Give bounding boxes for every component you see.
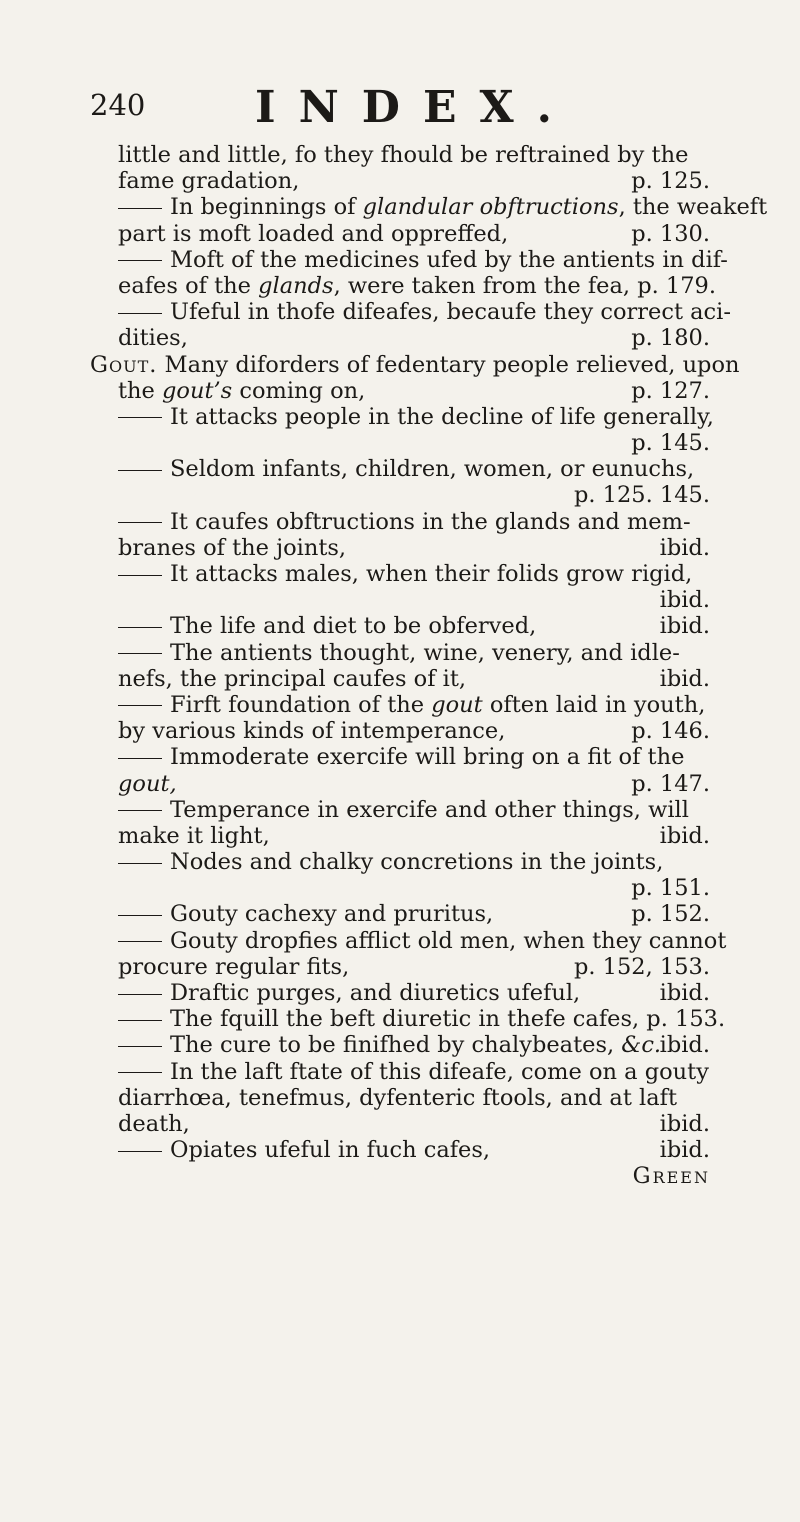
ditto-dash (118, 810, 162, 811)
index-line (96, 1032, 710, 1058)
index-line (96, 587, 710, 613)
index-line (96, 509, 710, 535)
index-text: often laid in youth, (482, 691, 706, 718)
index-line (96, 980, 710, 1006)
ditto-dash (118, 575, 162, 576)
index-text: glandular obftructions (362, 194, 619, 221)
index-text: Many diforders of fedentary people relieved, upon (157, 351, 740, 378)
page-reference: ibid. (659, 534, 710, 561)
index-text: part is moft loaded and oppreffed, (118, 220, 509, 247)
ditto-dash (118, 522, 162, 523)
page-reference: ibid. (659, 613, 710, 640)
index-text: diarrhœa, tenefmus, dyfenteric ftools, and at laft (118, 1084, 678, 1111)
index-text: gout, (118, 770, 177, 797)
index-text: In the laft ftate of this difeafe, come on a gouty (170, 1058, 709, 1085)
index-body (90, 142, 768, 1190)
index-text: eafes of the (118, 272, 259, 299)
page-reference: p. 125. 145. (573, 482, 710, 509)
index-text: Immoderate exercife will bring on a fit of the (170, 744, 685, 771)
index-line (96, 875, 710, 901)
index-text: glands (258, 272, 334, 299)
index-text: It attacks people in the decline of life generally, (170, 403, 714, 430)
ditto-dash (118, 260, 162, 261)
index-line (96, 666, 710, 692)
ditto-dash (118, 653, 162, 654)
page-reference: p. 147. (631, 770, 710, 797)
index-line (96, 168, 710, 194)
index-text: The antients thought, wine, venery, and idle- (170, 639, 680, 666)
index-line (96, 378, 710, 404)
index-line (96, 272, 717, 299)
index-text: Firft foundation of the (170, 691, 432, 718)
index-line (96, 613, 710, 639)
index-text: The cure to be finifhed by chalybeates, (170, 1032, 622, 1059)
index-text: Gouty dropfies afflict old men, when they cannot (170, 927, 727, 954)
index-text: Moft of the medicines ufed by the antients in dif- (170, 246, 728, 273)
index-text: , the weakeft (618, 194, 768, 221)
page-reference: ibid. (659, 980, 710, 1006)
page-reference: ibid. (659, 665, 710, 692)
index-text: branes of the joints, (118, 534, 347, 561)
index-text: procure regular fits, (118, 953, 350, 980)
index-line (96, 849, 710, 875)
ditto-dash (118, 470, 162, 471)
page-reference: ibid. (659, 1032, 710, 1059)
index-text: The fquill the beft diuretic in thefe cafes, p. 153. (170, 1006, 726, 1033)
index-text: fame gradation, (118, 168, 300, 195)
index-text: Ufeful in thofe difeafes, becaufe they correct aci- (170, 299, 731, 326)
page-reference: p. 130. (631, 220, 710, 247)
index-text: Nodes and chalky concretions in the joints, (170, 849, 664, 876)
page-reference: p. 146. (631, 718, 710, 745)
page-reference: p. 145. (631, 430, 710, 457)
page-reference: ibid. (659, 1110, 710, 1137)
index-line (96, 299, 731, 326)
ditto-dash (118, 627, 162, 628)
ditto-dash (118, 941, 162, 942)
index-text: It attacks males, when their folids grow rigid, (170, 561, 693, 587)
page-reference: ibid. (659, 1137, 710, 1164)
page-reference: p. 152, 153. (573, 953, 710, 980)
index-line (96, 744, 710, 770)
index-line (96, 797, 710, 823)
ditto-dash (118, 1151, 162, 1152)
index-line (96, 1059, 710, 1085)
index-line (96, 640, 710, 666)
ditto-dash (118, 1020, 162, 1021)
ditto-dash (118, 313, 162, 314)
index-line (90, 351, 740, 378)
ditto-dash (118, 417, 162, 418)
page-reference: ibid. (659, 587, 710, 614)
index-line (96, 221, 710, 247)
page-reference: p. 152. (631, 901, 710, 928)
index-text: Opiates ufeful in fuch cafes, (170, 1137, 491, 1164)
index-line (96, 194, 768, 221)
index-line (96, 142, 710, 168)
index-line (96, 1085, 710, 1111)
index-text: Draftic purges, and diuretics ufeful, (170, 980, 581, 1006)
index-text: Seldom infants, children, women, or eunuchs, (170, 456, 695, 483)
index-line (96, 718, 710, 744)
ditto-dash (118, 1046, 162, 1047)
index-line (96, 456, 710, 482)
index-text: dities, (118, 325, 188, 352)
page-reference: p. 127. (631, 377, 710, 404)
page-reference: ibid. (659, 822, 710, 849)
index-text: by various kinds of intemperance, (118, 718, 506, 745)
index-line (96, 1006, 726, 1033)
index-line (96, 482, 710, 508)
ditto-dash (118, 1072, 162, 1073)
index-heading-word: Gout. (90, 351, 158, 378)
index-line (96, 246, 728, 273)
index-line (96, 430, 710, 456)
index-text: It caufes obftructions in the glands and mem- (170, 508, 691, 535)
index-text: the (118, 377, 163, 404)
index-line (96, 325, 710, 351)
ditto-dash (118, 758, 162, 759)
ditto-dash (118, 705, 162, 706)
page-reference: p. 125. (631, 168, 710, 195)
index-text: little and little, fo they fhould be reftrained by the (118, 142, 689, 168)
index-line (96, 1111, 710, 1137)
index-line (96, 403, 714, 430)
ditto-dash (118, 994, 162, 995)
index-text: coming on, (232, 377, 366, 404)
page-header (0, 82, 800, 132)
index-text: make it light, (118, 822, 270, 849)
index-line (96, 561, 710, 587)
index-line (96, 901, 710, 927)
index-line (96, 692, 710, 718)
index-text: Gouty cachexy and pruritus, (170, 901, 494, 928)
index-line (96, 927, 727, 954)
index-text: death, (118, 1110, 190, 1137)
index-text: Temperance in exercife and other things, will (170, 796, 689, 823)
ditto-dash (118, 915, 162, 916)
running-head: INDEX. (255, 82, 575, 133)
index-text: , were taken from the fea, p. 179. (333, 272, 717, 299)
index-line (96, 771, 710, 797)
page-reference: p. 151. (631, 875, 710, 902)
index-text: gout (431, 691, 483, 718)
index-text: The life and diet to be obferved, (170, 613, 537, 640)
catchword: Green (632, 1163, 710, 1190)
page-reference: p. 180. (631, 325, 710, 352)
index-line (96, 823, 710, 849)
index-text: In beginnings of (170, 194, 363, 221)
ditto-dash (118, 863, 162, 864)
page-number: 240 (90, 88, 146, 122)
index-text: nefs, the principal caufes of it, (118, 665, 467, 692)
index-text: &c. (621, 1032, 662, 1059)
index-line (96, 954, 710, 980)
index-text: gout’s (162, 377, 233, 404)
index-line (96, 1137, 710, 1163)
ditto-dash (118, 208, 162, 209)
index-line (96, 535, 710, 561)
